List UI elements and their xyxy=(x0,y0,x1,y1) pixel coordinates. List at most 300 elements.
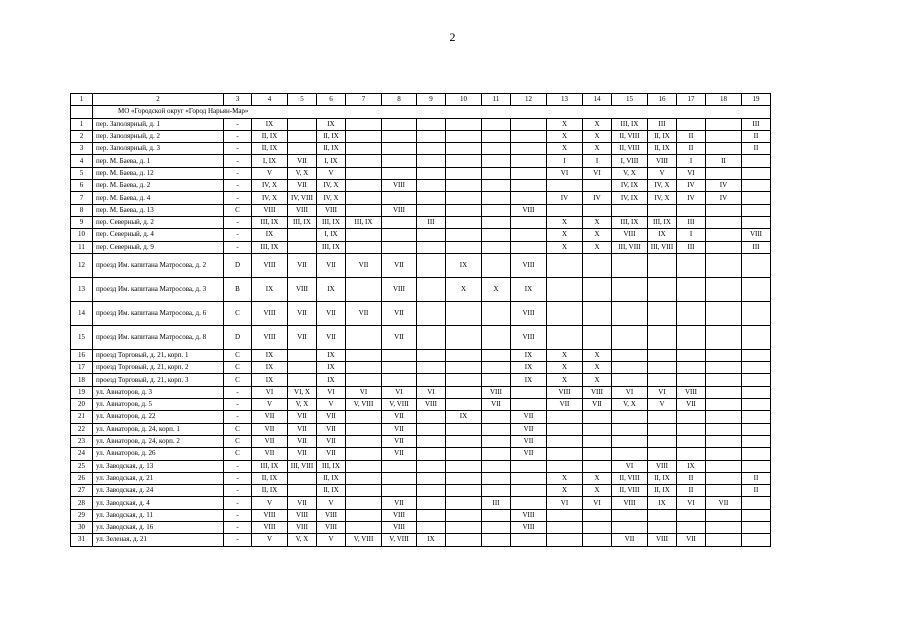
value-cell: IX xyxy=(511,362,547,374)
value-cell: IV xyxy=(706,192,742,204)
value-cell xyxy=(706,534,742,546)
value-cell: VIII xyxy=(252,301,288,325)
value-cell xyxy=(648,448,677,460)
value-cell: VII xyxy=(288,411,317,423)
value-cell: VIII xyxy=(612,229,648,241)
group-row xyxy=(71,106,771,118)
header-row xyxy=(71,94,771,106)
value-cell: X xyxy=(547,229,583,241)
value-cell: IV, X xyxy=(317,192,346,204)
value-cell: III, IX xyxy=(317,216,346,228)
value-cell xyxy=(547,253,583,277)
value-cell xyxy=(547,325,583,349)
value-cell xyxy=(346,448,382,460)
value-cell xyxy=(346,349,382,361)
value-cell xyxy=(677,325,706,349)
value-cell: - xyxy=(224,118,252,130)
value-cell xyxy=(417,118,446,130)
value-cell xyxy=(511,216,547,228)
value-cell xyxy=(742,167,771,179)
value-cell xyxy=(382,241,417,253)
value-cell xyxy=(583,411,612,423)
value-cell xyxy=(482,229,511,241)
value-cell: VII xyxy=(382,423,417,435)
value-cell xyxy=(446,509,482,521)
value-cell: IV, VIII xyxy=(288,192,317,204)
value-cell: VIII xyxy=(382,509,417,521)
address-cell: пер. М. Баева, д. 4 xyxy=(93,192,224,204)
value-cell xyxy=(482,325,511,349)
header-cell: 10 xyxy=(446,94,482,106)
value-cell xyxy=(706,130,742,142)
value-cell: VIII xyxy=(742,229,771,241)
value-cell xyxy=(612,204,648,216)
value-cell xyxy=(612,362,648,374)
value-cell xyxy=(346,497,382,509)
value-cell: VIII xyxy=(382,204,417,216)
value-cell xyxy=(417,522,446,534)
value-cell: - xyxy=(224,472,252,484)
value-cell xyxy=(446,522,482,534)
value-cell xyxy=(648,253,677,277)
table-row xyxy=(71,192,771,204)
value-cell xyxy=(288,374,317,386)
value-cell: С xyxy=(224,204,252,216)
header-cell: 4 xyxy=(252,94,288,106)
table-row xyxy=(71,301,771,325)
value-cell: VII xyxy=(252,411,288,423)
value-cell xyxy=(742,399,771,411)
value-cell: VII xyxy=(252,423,288,435)
value-cell: II, IX xyxy=(648,130,677,142)
value-cell: VII xyxy=(288,155,317,167)
value-cell: VI, X xyxy=(288,386,317,398)
value-cell: VII xyxy=(612,534,648,546)
value-cell xyxy=(346,118,382,130)
value-cell xyxy=(382,167,417,179)
value-cell: VII xyxy=(482,399,511,411)
value-cell: VI xyxy=(346,386,382,398)
header-cell: 7 xyxy=(346,94,382,106)
value-cell: IX xyxy=(511,374,547,386)
value-cell: - xyxy=(224,167,252,179)
value-cell xyxy=(706,472,742,484)
value-cell: X xyxy=(547,349,583,361)
value-cell: III, IX xyxy=(346,216,382,228)
value-cell: - xyxy=(224,130,252,142)
value-cell xyxy=(482,143,511,155)
value-cell: VII xyxy=(677,534,706,546)
value-cell xyxy=(742,460,771,472)
value-cell: III, VIII xyxy=(648,241,677,253)
table-row xyxy=(71,460,771,472)
value-cell xyxy=(742,349,771,361)
value-cell xyxy=(583,277,612,301)
value-cell xyxy=(446,374,482,386)
value-cell xyxy=(648,349,677,361)
row-number: 3 xyxy=(71,143,93,155)
value-cell: III xyxy=(417,216,446,228)
table-row xyxy=(71,485,771,497)
value-cell: IX xyxy=(252,374,288,386)
value-cell xyxy=(417,130,446,142)
row-number: 11 xyxy=(71,241,93,253)
value-cell xyxy=(742,435,771,447)
value-cell: III, IX xyxy=(252,241,288,253)
value-cell xyxy=(706,399,742,411)
data-table xyxy=(70,93,771,547)
value-cell: VII xyxy=(317,301,346,325)
value-cell xyxy=(417,374,446,386)
value-cell xyxy=(346,509,382,521)
value-cell xyxy=(346,155,382,167)
value-cell xyxy=(288,229,317,241)
table-row xyxy=(71,143,771,155)
value-cell xyxy=(612,253,648,277)
value-cell: VII xyxy=(511,435,547,447)
value-cell xyxy=(677,448,706,460)
table-row xyxy=(71,118,771,130)
value-cell xyxy=(648,374,677,386)
value-cell: X xyxy=(583,130,612,142)
value-cell xyxy=(648,435,677,447)
value-cell: D xyxy=(224,325,252,349)
value-cell: VIII xyxy=(612,497,648,509)
address-cell: проезд Торговый, д. 21, корп. 1 xyxy=(93,349,224,361)
value-cell xyxy=(648,509,677,521)
table-row xyxy=(71,229,771,241)
value-cell xyxy=(648,423,677,435)
table-row xyxy=(71,216,771,228)
value-cell: VIII xyxy=(252,522,288,534)
value-cell xyxy=(482,118,511,130)
value-cell: IV xyxy=(677,192,706,204)
value-cell: V xyxy=(317,399,346,411)
address-cell: ул. Авиаторов, д. 3 xyxy=(93,386,224,398)
value-cell: VIII xyxy=(382,277,417,301)
value-cell xyxy=(677,277,706,301)
header-cell: 8 xyxy=(382,94,417,106)
value-cell xyxy=(417,241,446,253)
value-cell xyxy=(583,180,612,192)
value-cell xyxy=(446,534,482,546)
value-cell xyxy=(742,253,771,277)
value-cell xyxy=(742,374,771,386)
value-cell: VII xyxy=(252,448,288,460)
value-cell: VIII xyxy=(288,509,317,521)
value-cell: VII xyxy=(677,399,706,411)
value-cell: VIII xyxy=(417,399,446,411)
table-row xyxy=(71,435,771,447)
address-cell: пер. М. Баева, д. 2 xyxy=(93,180,224,192)
value-cell xyxy=(482,180,511,192)
value-cell xyxy=(382,118,417,130)
value-cell xyxy=(482,241,511,253)
value-cell xyxy=(583,522,612,534)
value-cell xyxy=(511,497,547,509)
value-cell: IX xyxy=(446,253,482,277)
value-cell: V xyxy=(252,497,288,509)
value-cell: IX xyxy=(648,229,677,241)
value-cell xyxy=(706,411,742,423)
value-cell: VIII xyxy=(677,386,706,398)
value-cell: VIII xyxy=(511,522,547,534)
value-cell: VI xyxy=(583,167,612,179)
value-cell xyxy=(648,522,677,534)
value-cell: - xyxy=(224,411,252,423)
value-cell: VIII xyxy=(252,509,288,521)
address-cell: проезд Им. капитана Матросова, д. 3 xyxy=(93,277,224,301)
value-cell: IX xyxy=(317,374,346,386)
value-cell: III, IX xyxy=(612,216,648,228)
value-cell xyxy=(583,460,612,472)
value-cell xyxy=(583,325,612,349)
value-cell: VII xyxy=(317,253,346,277)
value-cell: С xyxy=(224,374,252,386)
address-cell: пер. Заполярный, д. 2 xyxy=(93,130,224,142)
value-cell: X xyxy=(583,143,612,155)
value-cell xyxy=(382,460,417,472)
value-cell: IX xyxy=(677,460,706,472)
value-cell: VII xyxy=(288,180,317,192)
row-number: 24 xyxy=(71,448,93,460)
address-cell: пер. Северный, д. 9 xyxy=(93,241,224,253)
value-cell: VII xyxy=(382,301,417,325)
value-cell: - xyxy=(224,386,252,398)
value-cell xyxy=(706,448,742,460)
value-cell: VIII xyxy=(317,509,346,521)
value-cell xyxy=(706,423,742,435)
value-cell xyxy=(346,167,382,179)
table-row xyxy=(71,130,771,142)
value-cell: II, IX xyxy=(252,130,288,142)
value-cell: VI xyxy=(612,386,648,398)
value-cell: VIII xyxy=(317,522,346,534)
value-cell xyxy=(612,448,648,460)
value-cell: I, IX xyxy=(317,229,346,241)
value-cell xyxy=(446,216,482,228)
value-cell: V, X xyxy=(288,534,317,546)
value-cell: B xyxy=(224,277,252,301)
value-cell: IX xyxy=(252,229,288,241)
value-cell xyxy=(583,204,612,216)
address-cell: пер. Заполярный, д. 1 xyxy=(93,118,224,130)
value-cell xyxy=(482,411,511,423)
header-cell: 11 xyxy=(482,94,511,106)
address-cell: ул. Авиаторов, д. 5 xyxy=(93,399,224,411)
value-cell xyxy=(742,509,771,521)
table-row xyxy=(71,472,771,484)
value-cell xyxy=(742,386,771,398)
value-cell: IV, X xyxy=(317,180,346,192)
value-cell: IX xyxy=(446,411,482,423)
value-cell xyxy=(446,399,482,411)
value-cell: V, X xyxy=(612,167,648,179)
value-cell xyxy=(547,460,583,472)
value-cell: II, VIII xyxy=(612,143,648,155)
table-row xyxy=(71,204,771,216)
table-row xyxy=(71,448,771,460)
value-cell: I, VIII xyxy=(612,155,648,167)
value-cell xyxy=(583,509,612,521)
value-cell xyxy=(677,423,706,435)
value-cell: II, IX xyxy=(317,472,346,484)
value-cell: V, VIII xyxy=(382,534,417,546)
table-row xyxy=(71,277,771,301)
value-cell xyxy=(612,301,648,325)
value-cell xyxy=(417,192,446,204)
value-cell: - xyxy=(224,180,252,192)
value-cell: VII xyxy=(288,301,317,325)
value-cell xyxy=(547,411,583,423)
group-label: МО «Городской округ «Город Нарьян-Мар» xyxy=(93,106,771,118)
value-cell: VII xyxy=(511,423,547,435)
header-cell: 19 xyxy=(742,94,771,106)
header-cell: 17 xyxy=(677,94,706,106)
value-cell: II xyxy=(677,143,706,155)
value-cell: III, IX xyxy=(317,460,346,472)
header-cell: 16 xyxy=(648,94,677,106)
value-cell xyxy=(446,229,482,241)
value-cell xyxy=(417,362,446,374)
value-cell xyxy=(346,435,382,447)
value-cell: С xyxy=(224,435,252,447)
row-number: 17 xyxy=(71,362,93,374)
value-cell: VIII xyxy=(547,386,583,398)
value-cell: - xyxy=(224,399,252,411)
value-cell: VII xyxy=(706,497,742,509)
table-row xyxy=(71,325,771,349)
value-cell: V xyxy=(317,167,346,179)
value-cell: II, VIII xyxy=(612,485,648,497)
value-cell xyxy=(482,423,511,435)
header-cell: 1 xyxy=(71,94,93,106)
value-cell xyxy=(742,411,771,423)
value-cell: IV xyxy=(583,192,612,204)
value-cell: III xyxy=(742,241,771,253)
table-row xyxy=(71,180,771,192)
value-cell xyxy=(511,180,547,192)
value-cell: VIII xyxy=(252,253,288,277)
value-cell: VII xyxy=(288,325,317,349)
value-cell xyxy=(417,229,446,241)
value-cell: IV, IX xyxy=(612,192,648,204)
value-cell: X xyxy=(583,362,612,374)
address-cell: проезд Им. капитана Матросова, д. 6 xyxy=(93,301,224,325)
value-cell xyxy=(706,374,742,386)
value-cell: III xyxy=(482,497,511,509)
value-cell: II xyxy=(742,130,771,142)
value-cell: VII xyxy=(288,423,317,435)
value-cell: IX xyxy=(252,362,288,374)
address-cell: пер. М. Баева, д. 12 xyxy=(93,167,224,179)
row-number: 2 xyxy=(71,130,93,142)
value-cell xyxy=(446,386,482,398)
value-cell: VII xyxy=(547,399,583,411)
table-body xyxy=(71,94,771,547)
value-cell: VIII xyxy=(648,534,677,546)
value-cell xyxy=(382,143,417,155)
value-cell: I xyxy=(583,155,612,167)
value-cell xyxy=(706,118,742,130)
value-cell xyxy=(417,204,446,216)
value-cell: С xyxy=(224,448,252,460)
value-cell xyxy=(346,130,382,142)
value-cell xyxy=(346,460,382,472)
table-row xyxy=(71,386,771,398)
value-cell xyxy=(346,522,382,534)
value-cell: V, X xyxy=(288,167,317,179)
value-cell xyxy=(583,435,612,447)
value-cell: III xyxy=(742,118,771,130)
address-cell: проезд Им. капитана Матросова, д. 2 xyxy=(93,253,224,277)
value-cell xyxy=(583,534,612,546)
value-cell: VII xyxy=(382,411,417,423)
value-cell: VIII xyxy=(317,204,346,216)
value-cell xyxy=(742,448,771,460)
value-cell xyxy=(511,472,547,484)
address-cell: ул. Авиаторов, д. 24, корп. 1 xyxy=(93,423,224,435)
value-cell xyxy=(547,204,583,216)
value-cell: - xyxy=(224,155,252,167)
value-cell xyxy=(382,472,417,484)
value-cell xyxy=(612,349,648,361)
value-cell: VII xyxy=(288,435,317,447)
value-cell xyxy=(547,180,583,192)
value-cell xyxy=(417,472,446,484)
value-cell xyxy=(382,216,417,228)
value-cell: III, IX xyxy=(612,118,648,130)
address-cell: пер. Северный, д. 4 xyxy=(93,229,224,241)
value-cell xyxy=(482,534,511,546)
value-cell xyxy=(288,362,317,374)
value-cell xyxy=(482,472,511,484)
row-number: 20 xyxy=(71,399,93,411)
value-cell: VIII xyxy=(288,277,317,301)
value-cell xyxy=(446,423,482,435)
row-number: 19 xyxy=(71,386,93,398)
value-cell xyxy=(417,435,446,447)
value-cell: X xyxy=(547,362,583,374)
value-cell xyxy=(346,192,382,204)
value-cell: VII xyxy=(382,497,417,509)
value-cell: X xyxy=(583,472,612,484)
address-cell: пер. Заполярный, д. 3 xyxy=(93,143,224,155)
value-cell xyxy=(288,349,317,361)
value-cell xyxy=(417,325,446,349)
group-row-number-cell xyxy=(71,106,93,118)
row-number: 30 xyxy=(71,522,93,534)
value-cell xyxy=(677,435,706,447)
value-cell xyxy=(417,180,446,192)
value-cell: V xyxy=(317,534,346,546)
value-cell xyxy=(677,253,706,277)
value-cell: II xyxy=(706,155,742,167)
value-cell xyxy=(677,118,706,130)
row-number: 25 xyxy=(71,460,93,472)
value-cell: X xyxy=(547,216,583,228)
row-number: 18 xyxy=(71,374,93,386)
row-number: 31 xyxy=(71,534,93,546)
value-cell: I xyxy=(547,155,583,167)
value-cell: V, VIII xyxy=(346,399,382,411)
row-number: 14 xyxy=(71,301,93,325)
value-cell xyxy=(382,229,417,241)
value-cell: V xyxy=(252,399,288,411)
row-number: 1 xyxy=(71,118,93,130)
value-cell: II xyxy=(742,143,771,155)
value-cell xyxy=(288,472,317,484)
